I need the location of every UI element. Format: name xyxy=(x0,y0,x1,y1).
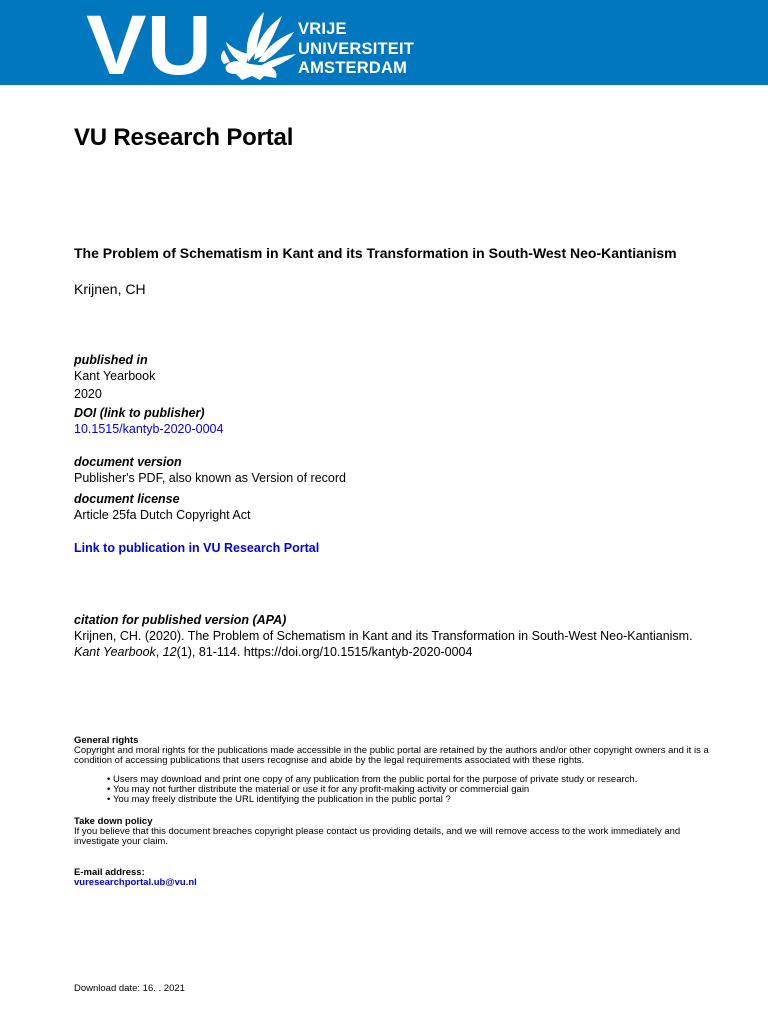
griffin-icon xyxy=(206,4,298,82)
document-license-block xyxy=(74,491,250,523)
document-license-label: document license xyxy=(74,492,180,506)
document-version-label: document version xyxy=(74,455,182,469)
rights-list xyxy=(74,775,724,806)
take-down-text: If you believe that this document breaches copyright please contact us providing details, and we will remove access to the work immediately and investigate your claim. xyxy=(74,826,681,848)
citation-separator: , xyxy=(155,645,163,659)
rights-item-text: Users may download and print one copy of any publication from the public portal for the purpose of private study or research. xyxy=(112,773,638,785)
doi-block xyxy=(74,405,223,437)
document-license-value: Article 25fa Dutch Copyright Act xyxy=(74,508,251,522)
take-down-block xyxy=(74,817,724,848)
publication-year: 2020 xyxy=(74,387,102,401)
published-in-label: published in xyxy=(74,353,148,367)
email-link[interactable]: vuresearchportal.ub@vu.nl xyxy=(74,877,197,889)
take-down-heading: Take down policy xyxy=(74,816,153,827)
citation-rest: (1), 81-114. https://doi.org/10.1515/kantyb-2020-0004 xyxy=(176,645,473,659)
university-name-line: VRIJE xyxy=(298,20,347,38)
published-in-block xyxy=(74,352,155,402)
download-date: Download date: 16. . 2021 xyxy=(74,983,185,994)
email-block xyxy=(74,868,724,888)
list-item xyxy=(107,795,724,805)
journal-name: Kant Yearbook xyxy=(74,369,156,383)
citation-journal: Kant Yearbook xyxy=(74,645,156,659)
vu-logo-letters xyxy=(86,8,216,80)
rights-item-text: You may not further distribute the material or use it for any profit-making activity or commercial gain xyxy=(112,783,530,795)
email-heading: E-mail address: xyxy=(74,867,145,878)
header-banner xyxy=(0,0,768,85)
portal-title: VU Research Portal xyxy=(74,124,294,151)
doi-link[interactable]: 10.1515/kantyb-2020-0004 xyxy=(74,422,224,436)
portal-link-block xyxy=(74,540,319,556)
publication-title: The Problem of Schematism in Kant and its Transformation in South-West Neo-Kantianism xyxy=(74,245,677,261)
general-rights-block xyxy=(74,736,724,805)
university-name-line: UNIVERSITEIT xyxy=(298,39,415,58)
general-rights-text: Copyright and moral rights for the publications made accessible in the public portal are retained by the authors and/or other copyright owners and it is a condition of accessing publications that users recognise and abide by the legal requirements associated with these rights. xyxy=(74,745,709,767)
citation-block xyxy=(74,612,693,660)
publication-authors: Krijnen, CH xyxy=(74,281,146,297)
citation-label: citation for published version (APA) xyxy=(74,613,287,627)
citation-volume: 12 xyxy=(162,645,177,659)
document-version-block xyxy=(74,454,346,486)
vu-logo-text: VU xyxy=(86,8,212,80)
citation-line: Krijnen, CH. (2020). The Problem of Schematism in Kant and its Transformation in South-West Neo-Kantianism. xyxy=(74,629,693,643)
general-rights-heading: General rights xyxy=(74,735,139,746)
doi-label: DOI (link to publisher) xyxy=(74,406,205,420)
university-name-line: AMSTERDAM xyxy=(298,59,408,77)
document-version-value: Publisher's PDF, also known as Version of record xyxy=(74,471,346,485)
university-name xyxy=(298,20,414,79)
citation-line-2 xyxy=(74,644,693,660)
portal-link[interactable]: Link to publication in VU Research Portal xyxy=(74,541,320,555)
rights-item-text: You may freely distribute the URL identifying the publication in the public portal ? xyxy=(112,794,451,806)
